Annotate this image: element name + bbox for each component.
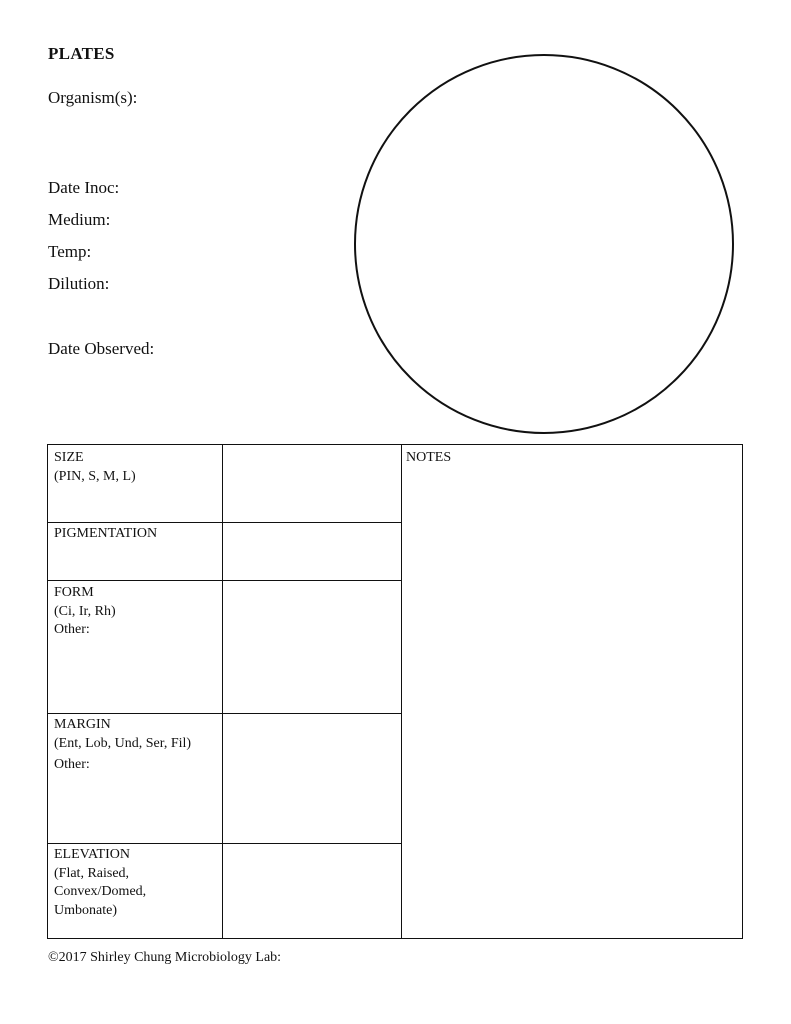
- pigmentation-label: PIGMENTATION: [54, 526, 158, 541]
- plate-drawing-circle: [354, 54, 734, 434]
- date-inoc-label: Date Inoc:: [48, 178, 120, 197]
- organisms-label: Organism(s):: [48, 88, 138, 107]
- elevation-options-line: Umbonate): [54, 902, 117, 918]
- medium-label: Medium:: [48, 210, 111, 229]
- elevation-label: ELEVATION: [54, 847, 130, 862]
- page-title: PLATES: [48, 44, 115, 63]
- elevation-options-line: Convex/Domed,: [54, 884, 147, 899]
- colony-characteristics-table: [47, 444, 743, 939]
- copyright-footer: ©2017 Shirley Chung Microbiology Lab:: [48, 950, 282, 965]
- form-cell: [54, 584, 116, 640]
- margin-options: (Ent, Lob, Und, Ser, Fil): [54, 735, 192, 751]
- pigmentation-cell: [54, 525, 157, 544]
- margin-label: MARGIN: [54, 717, 111, 732]
- notes-column-divider: [401, 445, 402, 938]
- size-options: (PIN, S, M, L): [54, 468, 136, 484]
- date-observed-label: Date Observed:: [48, 339, 155, 358]
- dilution-label: Dilution:: [48, 274, 110, 293]
- elevation-cell: [54, 846, 146, 920]
- form-label: FORM: [54, 585, 94, 600]
- temp-label: Temp:: [48, 242, 92, 261]
- form-other-label: Other:: [54, 622, 90, 637]
- table-row-divider: [48, 843, 401, 844]
- margin-other-label: Other:: [54, 757, 90, 772]
- margin-cell: [54, 716, 191, 775]
- table-row-divider: [48, 522, 401, 523]
- table-row-divider: [48, 580, 401, 581]
- size-label: SIZE: [54, 450, 84, 465]
- form-options: (Ci, Ir, Rh): [54, 603, 116, 619]
- table-column-divider: [222, 445, 223, 938]
- table-row-divider: [48, 713, 401, 714]
- notes-label: NOTES: [406, 450, 452, 465]
- elevation-options-line: (Flat, Raised,: [54, 865, 130, 881]
- size-cell: [54, 449, 136, 486]
